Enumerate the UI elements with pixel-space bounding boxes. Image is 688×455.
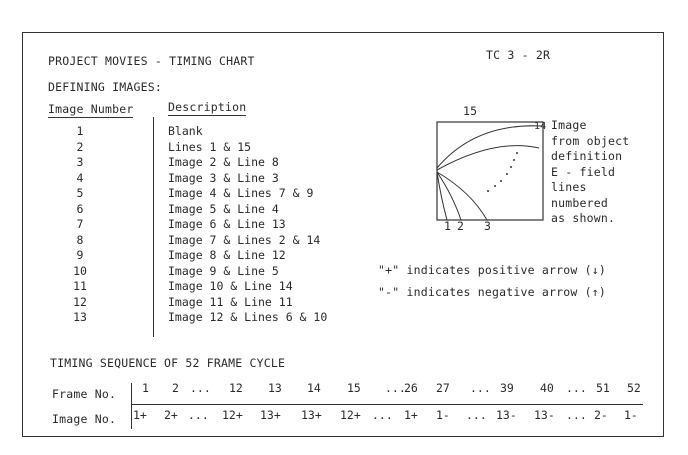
image-number-seq-cell: ... — [372, 408, 393, 422]
diagram-label-14: 14 — [534, 121, 547, 132]
column-header-description: Description — [168, 100, 247, 114]
image-number-seq-cell: ... — [188, 408, 209, 422]
diagram-label-15: 15 — [463, 104, 478, 118]
image-number-cell: 10 — [73, 263, 87, 278]
image-number-seq-cell: 13- — [496, 408, 517, 422]
image-number-seq-cell: 13+ — [301, 408, 322, 422]
description-cell: Image 12 & Lines 6 & 10 — [168, 310, 328, 324]
frame-number-cell: ... — [566, 381, 587, 395]
frame-number-cell: 14 — [307, 381, 321, 395]
diagram-label-2: 2 — [457, 219, 465, 233]
sequence-divider — [131, 383, 132, 429]
description-cell: Blank — [168, 124, 203, 138]
diagram-frame — [437, 122, 543, 220]
frame-number-cell: 2 — [172, 381, 179, 395]
image-number-seq-cell: ... — [466, 408, 487, 422]
field-line-14 — [437, 146, 539, 170]
diagram-label-1: 1 — [444, 219, 452, 233]
frame-number-cell: 51 — [596, 381, 610, 395]
description-cell: Image 7 & Lines 2 & 14 — [168, 232, 321, 247]
legend-negative-text: "-" indicates negative arrow — [378, 285, 578, 299]
image-number-seq-cell: 1- — [436, 408, 450, 422]
frame-number-cell: 27 — [436, 381, 450, 395]
image-number-cell: 5 — [76, 186, 84, 200]
diagram-note-line: E - field — [551, 164, 616, 179]
image-number-cell: 2 — [76, 139, 84, 154]
image-row-label: Image No. — [52, 412, 117, 426]
frame-row-label: Frame No. — [52, 387, 117, 401]
description-cell: Image 10 & Line 14 — [168, 279, 293, 293]
frame-number-cell: ... — [190, 381, 211, 395]
image-number-seq-cell: 2- — [594, 408, 608, 422]
diagram-note-line: as shown. — [551, 211, 616, 225]
frame-number-cell: 15 — [347, 381, 361, 395]
section-heading: DEFINING IMAGES: — [48, 80, 162, 94]
image-number-cell: 7 — [76, 217, 84, 231]
image-number-cell: 1 — [76, 124, 84, 138]
description-cell: Image 11 & Line 11 — [168, 294, 293, 309]
column-header-image-number: Image Number — [48, 102, 134, 116]
image-number-seq-cell: 2+ — [164, 408, 178, 422]
diagram-note-line: Image — [551, 118, 587, 132]
diagram-note-line: definition — [551, 149, 623, 163]
description-cell: Lines 1 & 15 — [168, 139, 252, 154]
frame-number-cell: 40 — [540, 381, 554, 395]
frame-number-cell: 1 — [142, 381, 149, 395]
frame-number-cell: ... — [470, 381, 491, 395]
diagram-note — [551, 118, 629, 227]
image-number-cell: 11 — [73, 279, 87, 293]
image-number-seq-cell: 13- — [534, 408, 555, 422]
sequence-title: TIMING SEQUENCE OF 52 FRAME CYCLE — [50, 356, 286, 370]
frame-number-cell: ... — [385, 381, 406, 395]
frame-number-cell: 12 — [229, 381, 243, 395]
image-number-cell: 3 — [76, 155, 84, 169]
chart-code: TC 3 - 2R — [486, 48, 551, 62]
diagram-note-line: numbered — [551, 195, 608, 210]
description-cell: Image 8 & Line 12 — [168, 248, 286, 262]
diagram-note-line: lines — [551, 180, 587, 194]
image-number-column — [50, 124, 110, 326]
arrow-up-icon: ↑ — [591, 285, 599, 299]
legend-positive-text: "+" indicates positive arrow — [378, 263, 578, 277]
image-number-cell: 13 — [73, 310, 87, 324]
frame-number-cell: 52 — [627, 381, 641, 395]
description-column — [168, 124, 327, 326]
description-cell: Image 3 & Line 3 — [168, 170, 279, 185]
table-divider — [153, 117, 154, 337]
legend-negative: "-" indicates negative arrow (↑) — [378, 285, 606, 299]
diagram-note-line: from object — [551, 133, 630, 148]
image-number-seq-cell: 13+ — [260, 408, 281, 422]
arrow-down-icon: ↓ — [591, 263, 599, 277]
image-number-cell: 4 — [76, 170, 84, 185]
image-number-cell: 6 — [76, 201, 84, 216]
frame-number-cell: 39 — [500, 381, 514, 395]
image-number-seq-cell: 1+ — [404, 408, 418, 422]
field-line-dots — [487, 152, 518, 192]
image-number-seq-cell: ... — [566, 408, 587, 422]
field-line-3 — [437, 172, 487, 220]
image-number-cell: 8 — [76, 232, 84, 247]
image-number-cell: 12 — [73, 294, 87, 309]
frame-number-cell: 26 — [404, 381, 418, 395]
description-cell: Image 2 & Line 8 — [168, 155, 279, 169]
image-number-seq-cell: 1+ — [133, 408, 147, 422]
page-title: PROJECT MOVIES - TIMING CHART — [48, 54, 255, 68]
description-cell: Image 6 & Line 13 — [168, 217, 286, 231]
image-number-seq-cell: 12+ — [340, 408, 361, 422]
description-cell: Image 9 & Line 5 — [168, 263, 279, 278]
description-cell: Image 5 & Line 4 — [168, 201, 279, 216]
frame-number-cell: 13 — [268, 381, 282, 395]
image-number-cell: 9 — [76, 248, 84, 262]
field-lines-diagram — [435, 118, 553, 240]
description-cell: Image 4 & Lines 7 & 9 — [168, 186, 314, 200]
diagram-label-3: 3 — [484, 219, 492, 233]
legend-positive: "+" indicates positive arrow (↓) — [378, 263, 606, 277]
image-number-seq-cell: 12+ — [222, 408, 243, 422]
image-number-seq-cell: 1- — [624, 408, 638, 422]
sequence-rule — [131, 404, 643, 405]
